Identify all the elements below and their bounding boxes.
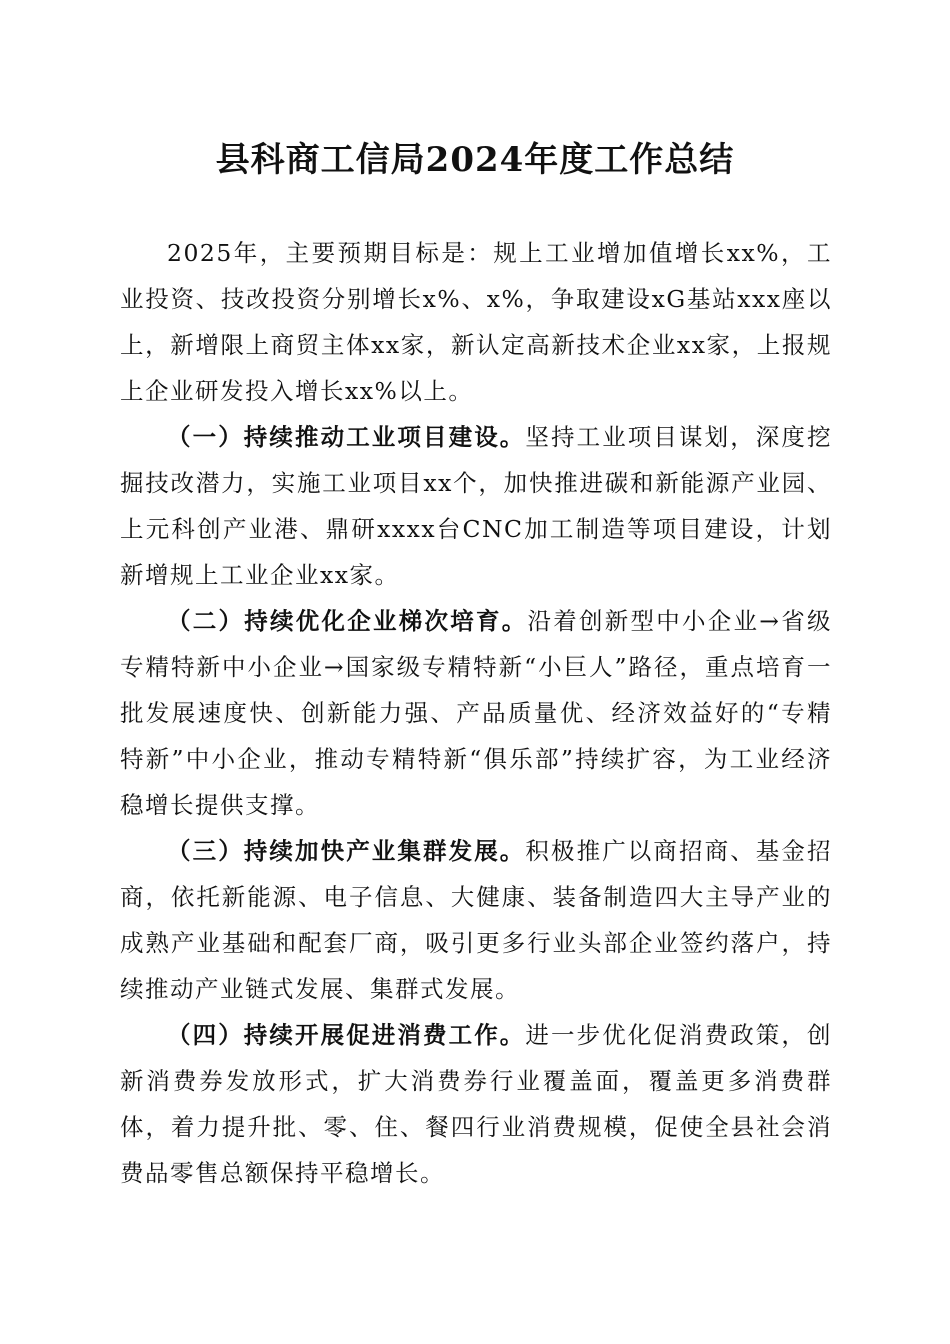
paragraph-consumption [120,1012,832,1196]
paragraph-lead: （三）持续加快产业集群发展。 [167,837,526,865]
paragraph-targets [120,230,832,414]
paragraph-text: 沿着创新型中小企业→省级专精特新中小企业→国家级专精特新“小巨人”路径，重点培育一批发展速度快、创新能力强、产品质量优、经济效益好的“专精特新”中小企业，推动专精特新“俱乐部”持续扩容，为工业经济稳增长提供支撑。 [120,607,832,819]
paragraph-text: 积极推广以商招商、基金招商，依托新能源、电子信息、大健康、装备制造四大主导产业的成熟产业基础和配套厂商，吸引更多行业头部企业签约落户，持续推动产业链式发展、集群式发展。 [120,837,833,1003]
paragraph-industrial-clusters [120,828,832,1012]
paragraph-text: 2025年，主要预期目标是：规上工业增加值增长xx%，工业投资、技改投资分别增长x%、x%，争取建设xG基站xxx座以上，新增限上商贸主体xx家，新认定高新技术企业xx家，上报规上企业研发投入增长xx%以上。 [120,239,832,405]
paragraph-text: 进一步优化促消费政策，创新消费券发放形式，扩大消费券行业覆盖面，覆盖更多消费群体，着力提升批、零、住、餐四行业消费规模，促使全县社会消费品零售总额保持平稳增长。 [120,1021,833,1187]
paragraph-lead: （一）持续推动工业项目建设。 [167,423,526,451]
document-title: 县科商工信局2024年度工作总结 [215,140,735,180]
paragraph-enterprise-cultivation [120,598,832,828]
paragraph-industrial-projects [120,414,832,598]
paragraph-text: 坚持工业项目谋划，深度挖掘技改潜力，实施工业项目xx个，加快推进碳和新能源产业园、上元科创产业港、鼎研xxxx台CNC加工制造等项目建设，计划新增规上工业企业xx家。 [120,423,833,589]
paragraph-lead: （二）持续优化企业梯次培育。 [167,607,528,635]
document-body [120,230,832,1196]
paragraph-lead: （四）持续开展促进消费工作。 [167,1021,526,1049]
